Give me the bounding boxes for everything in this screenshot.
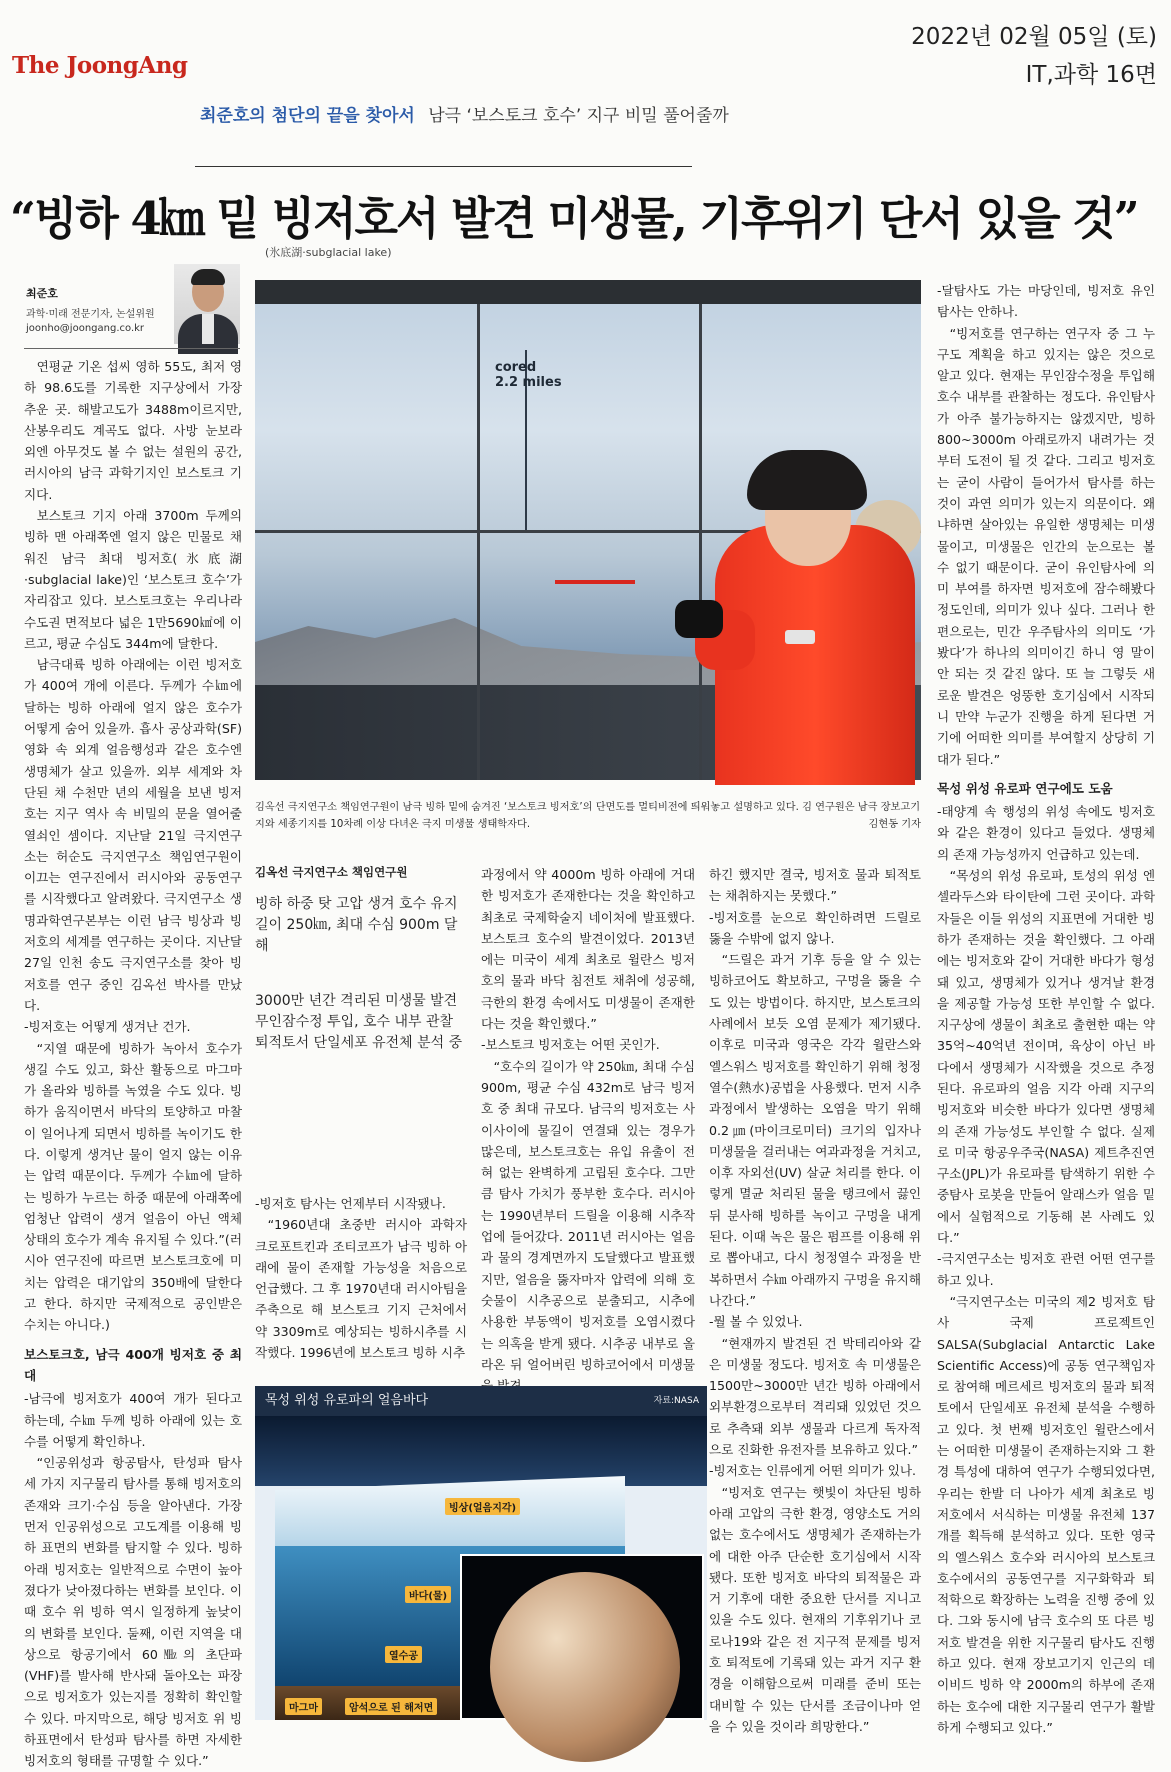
caption-text: 김옥선 극지연구소 책임연구원이 남극 빙하 밑에 숨겨진 ‘보스토크 빙저호’의 단면도를 멀티비전에 띄워놓고 설명하고 있다. 김 연구원은 남극 장보고기지와 세종기지를 10차례 이상 다녀온 극지 미생물 생태학자다.: [255, 802, 921, 830]
label-magma: 마그마: [285, 1698, 322, 1715]
answer: “극지연구소는 미국의 제2 빙저호 탐사 국제 프로젝트인 SALSA(Subglacial Antarctic Lake Scientific Access)에 공동 연구책임자로 참여해 메르세르 빙저호의 물과 퇴적토에서 단일세포 유전체 분석을 수행하고 있다. 첫 번째 빙저호인 윌란스에서는 어떠한 미생물이 존재하는지와 그 환경 특성에 대하여 연구가 수행되었다면, 우리는 한발 더 나아가 세계 최초로 빙저호에서 서식하는 미생물 유전체 137개를 획득해 분석하고 있다. 또한 영국의 엘스워스 호수와 러시아의 보스토크 호수에서의 공동연구를 지구화학과 퇴적학으로 확장하는 노력을 진행 중에 있다. 그와 동시에 남극 호수의 또 다른 빙저호 발견을 위한 지구물리 탐사도 진행하고 있다. 현재 장보고기지 인근의 데이비드 빙하 약 2000m의 하부에 존재하는 호수에 대한 지구물리 연구가 활발하게 수행되고 있다.”: [937, 1293, 1155, 1735]
question: -뭘 볼 수 있었나.: [709, 1314, 803, 1330]
publication-date: 2022년 02월 05일 (토): [911, 24, 1157, 50]
question: -보스토크 빙저호는 어떤 곳인가.: [481, 1037, 660, 1053]
series-title: 최준호의 첨단의 끝을 찾아서: [200, 106, 415, 126]
article-column-4: [709, 864, 921, 1737]
researcher-figure: [685, 440, 921, 780]
label-vent: 열수공: [385, 1646, 422, 1663]
label-seafloor: 암석으로 된 해저면: [345, 1698, 437, 1715]
question: -태양계 속 행성의 위성 속에도 빙저호와 같은 환경이 있다고 들었다. 생명체의 존재 가능성까지 언급하고 있는데.: [937, 804, 1155, 862]
europa-infographic: [255, 1386, 707, 1720]
label-ocean: 바다(물): [405, 1586, 451, 1603]
kicker-rule: [195, 166, 692, 167]
answer: “호수의 길이가 약 250㎞, 최대 수심 900m, 평균 수심 432m로 남극 빙저호 중 최대 규모다. 남극의 빙저호는 사이사이에 물길이 연결돼 있는 경우가 많은데, 보스토크호는 유입 유출이 전혀 없는 완벽하게 고립된 호수다. 그만큼 탐사 가치가 풍부한 호수다. 러시아는 1990년부터 드릴을 이용해 시추작업에 들어갔다. 2011년 러시아는 얼음과 물의 경계면까지 도달했다고 발표했지만, 얼음을 뚫자마자 압력에 의해 호숫물이 시추공으로 분출되고, 시추에 사용한 부동액이 빙저호를 오염시켰다는 의혹을 받게 됐다. 시추공 내부로 올라온 뒤 얼어버린 빙하코어에서 미생물: [481, 1058, 695, 1372]
europa-moon-icon: [490, 1572, 680, 1762]
answer: “현재까지 발견된 건 박테리아와 같은 미생물 정도다. 빙저호 속 미생물은 1500만~3000만 년간 빙하 아래에서 외부환경으로부터 격리돼 있었던 것으로 추측돼 외부 생물과 다르게 독자적으로 진화한 유전자를 보유하고 있다.”: [709, 1335, 921, 1458]
kicker: [200, 101, 729, 126]
article-column-3b: [481, 864, 695, 1396]
paragraph: 연평균 기온 섭씨 영하 55도, 최저 영하 98.6도를 기록한 지구상에서 가장 추운 곳. 해발고도가 3488m이르지만, 산봉우리도 계곡도 없다. 사방 눈보라 외엔 아무것도 볼 수 없는 설원의 공간, 러시아의 남극 과학기지인 보스토크 기지다.: [24, 359, 242, 502]
hanja-note: (氷底湖·subglacial lake): [265, 246, 392, 259]
question: -빙저호는 인류에게 어떤 의미가 있나.: [709, 1463, 917, 1479]
newspaper-logo: The JoongAng: [12, 52, 188, 79]
answer: “지열 때문에 빙하가 녹아서 호수가 생길 수도 있고, 화산 활동으로 마그마가 올라와 빙하를 녹였을 수도 있다. 빙하가 움직이면서 바닥의 토양하고 마찰이 일어나게 되면서 빙하를 녹이기도 한다. 이렇게 생겨난 물이 얼지 않는 이유는 압력 때문이다. 두께가 수㎞에 달하는 빙하가 누르는 하중 때문에 아래쪽에 엄청난 압력이 생겨 얼음이 아닌 액체 상태의 호수가 계속 유지될 수 있다.”(러시아 연구진에 따르면 보스토크호에 미치는 압력은 대기압의 350배에 달한다고 한다. 하지만 국제적으로 공인받은 수치는 아니다.): [24, 1040, 242, 1333]
article-column-1: [24, 356, 242, 1772]
question: -남극에 빙저호가 400여 개가 된다고 하는데, 수㎞ 두께 빙하 아래에 있는 호수를 어떻게 확인하나.: [24, 1391, 242, 1449]
question: -빙저호 탐사는 언제부터 시작됐나.: [255, 1196, 446, 1211]
paragraph: 보스토크 기지 아래 3700m 두께의 빙하 맨 아래쪽엔 얼지 않은 민물로 채워진 남극 최대 빙저호(氷底湖·subglacial lake)인 ‘보스토크 호수’가 자리잡고 있다. 보스토크호는 우리나라 수도권 면적보다 넓은 1만5690㎢에 이르고, 평균 수심도 344m에 달한다.: [24, 508, 242, 651]
byline-email: joonho@joongang.co.kr: [26, 323, 145, 334]
photo-caption: [255, 799, 921, 833]
section-subhead: 목성 위성 유로파 연구에도 도움: [937, 780, 1113, 796]
answer-continued: 과정에서 약 4000m 빙하 아래에 거대한 빙저호가 존재한다는 것을 확인하고 최초로 국제학술지 네이처에 발표했다. 보스토크 호수의 발견이었다. 2013년에는 미국이 세계 최초로 윌란스 빙저호의 물과 바닥 침전토 채취에 성공해, 극한의 환경 속에서도 미생물이 존재한다는 것을 확인했다.”: [481, 867, 695, 1032]
answer: “1960년대 초중반 러시아 과학자 크로포트킨과 조티코프가 남극 빙하 아래에 물이 존재할 가능성을 처음으로 언급했다. 그 후 1970년대 러시아팀을 주축으로 해 보스토크 기지 근처에서 약 3309m로 예상되는 빙하시추를 시작했다. 1996년에 보스토크 빙하 시추: [255, 1217, 467, 1361]
section-page: IT,과학 16면: [1025, 62, 1157, 88]
answer: “드릴은 과거 기후 등을 알 수 있는 빙하코어도 확보하고, 구멍을 뚫을 수도 있는 방법이다. 하지만, 보스토크의 사례에서 보듯 오염 문제가 제기됐다. 이후로 미국과 영국은 각각 윌란스와 엘스워스 빙저호를 확인하기 위해 청정 열수(熱水)공법을 사용했다. 먼저 시추과정에서 발생하는 오염을 막기 위해 0.2㎛(마이크로미터) 크기의 입자나 미생물을 걸러내는 여과과정을 거치고, 이후 자외선(UV) 살균 처리를 한다. 이렇게 멸균 처리된 물을 탱크에서 끓인 뒤 분사해 빙하를 녹이고 구멍을 내게 된다. 이때 녹은 물은 펌프를 이용해 위로 뽑아내고, 다시 청정열수 과정을 반복하면서 수㎞ 아래까지 구멍을 유지해 나간다.”: [709, 952, 921, 1308]
author-photo: [174, 264, 240, 344]
label-ice: 빙상(얼음지각): [445, 1498, 520, 1515]
core-label: cored 2.2 miles: [495, 360, 562, 390]
subhead-line: 빙하 하중 탓 고압 생겨 호수 유지 길이 250㎞, 최대 수심 900m 달해: [255, 896, 458, 954]
paragraph: 남극대륙 빙하 아래에는 이런 빙저호가 400여 개에 이른다. 두께가 수㎞에 달하는 빙하 아래에 얼지 않은 호수가 어떻게 숨어 있을까. 흡사 공상과학(SF) 영화 속 외계 얼음행성과 같은 호수엔 생명체가 살고 있을까. 외부 세계와 차단된 채 수천만 년의 세월을 보낸 빙저호는 지구 역사 속 비밀의 문을 열어줄 열쇠인 셈이다. 지난달 21일 극지연구소는 허순도 극지연구소 책임연구원이 이끄는 연구진에서 러시아와 공동연구를 시작했다고 알려왔다. 극지연구소 생명과학연구본부는 이런 남극 빙상과 빙저호의 세계를 연구하는 곳이다. 지난달 27일 인천 송도 극지연구소를 찾아 빙저호를 연구 중인 김옥선 박사를 만났다.: [24, 657, 242, 1013]
photo-credit: 김현동 기자: [868, 819, 921, 830]
question: -빙저호를 눈으로 확인하려면 드릴로 뚫을 수밖에 없지 않나.: [709, 909, 921, 946]
europa-moon-inset: [460, 1554, 704, 1720]
answer: “빙저호를 연구하는 연구자 중 그 누구도 계획을 하고 있지는 않은 것으로 알고 있다. 현재는 무인잠수정을 투입해 호수 내부를 관찰하는 정도다. 유인탐사가 아주 불가능하지는 않겠지만, 빙하 800~3000m 아래로까지 내려가는 것부터 도전이 될 것 같다. 그리고 빙저호는 굳이 사람이 들어가서 탐사를 하는 것이 과연 의미가 있는지 의문이다. 왜냐하면 살아있는 유일한 생명체는 미생물이고, 미생물은 인간의 눈으로는 볼 수 없기 때문이다. 굳이 유인탐사에 의미 부여를 하자면 빙저호에 잠수해봤다 정도인데, 의미가 있나 싶다. 그러나 한편으로는, 민간 우주탐사의 의미도 ‘가봤다’가 하나의 의미이긴 하니 영 말이 안 되는 것 같진 않다. 또 늘 그렇듯 새로운 발견은 엉뚱한 호기심에서 시작되니 만약 누군가 진행을 하게 된다면 거기에 어떠한 의미를 부여할지 상당히 기대가 된다.”: [937, 325, 1155, 767]
headline: “빙하 4㎞ 밑 빙저호서 발견 미생물, 기후위기 단서 있을 것”: [10, 192, 1138, 245]
answer-continued: 하긴 했지만 결국, 빙저호 물과 퇴적토는 채취하지는 못했다.”: [709, 867, 921, 904]
byline-rule: [24, 348, 240, 349]
infographic-source: 자료:NASA: [653, 1396, 699, 1406]
flow-arrow-icon: [555, 580, 635, 584]
kicker-topic: 남극 ‘보스토크 호수’ 지구 비밀 풀어줄까: [428, 106, 729, 126]
question: -극지연구소는 빙저호 관련 어떤 연구를 하고 있나.: [937, 1251, 1155, 1288]
answer: “목성의 위성 유로파, 토성의 위성 엔셀라두스와 타이탄에 그런 곳이다. 과학자들은 이들 위성의 지표면에 거대한 빙하가 존재하는 것을 확인했다. 그 아래에는 빙저호와 같이 거대한 바다가 형성돼 있고, 생명체가 있거나 생겨날 환경을 제공할 가능성 또한 부인할 수 없다. 지구상에 생물이 최초로 출현한 때는 약 35억~40억년 전이며, 육상이 아닌 바다에서 생명체가 시작했을 것으로 추정된다. 유로파의 얼음 지각 아래 지구의 빙저호와 비슷한 바다가 있다면 생명체의 존재 가능성도 부인할 수 없다. 실제로 미국 항공우주국(NASA) 제트추진연구소(JPL)가 유로파를 탐색하기 위한 수중탐사 로봇을 만들어 알래스카 얼음 밑에서 실험적으로 기동해 본 사례도 있다.”: [937, 868, 1155, 1246]
infographic-title: 목성 위성 유로파의 얼음바다 자료:NASA: [255, 1386, 707, 1416]
byline-title: 과학·미래 전문기자, 논설위원: [26, 309, 155, 320]
section-subhead: 보스토크호, 남극 400개 빙저호 중 최대: [24, 1346, 242, 1383]
interviewee-name: 김옥선 극지연구소 책임연구원: [255, 865, 408, 879]
subhead-line: 3000만 년간 격리된 미생물 발견 무인잠수정 투입, 호수 내부 관찰 퇴적토서 단일세포 유전체 분석 중: [255, 993, 463, 1051]
interviewee-box: [255, 864, 463, 1088]
article-column-5: [937, 280, 1155, 1738]
byline-name: 최준호: [26, 287, 58, 300]
question: -달탐사도 가는 마당인데, 빙저호 유인탐사는 안하나.: [937, 283, 1155, 320]
main-photo: [255, 280, 921, 780]
article-column-3: [255, 1193, 467, 1363]
answer: “인공위성과 항공탐사, 탄성파 탐사 세 가지 지구물리 탐사를 통해 빙저호의 존재와 크기·수심 등을 알아낸다. 가장 먼저 인공위성으로 고도계를 이용해 빙하 표면의 변화를 탐지할 수 있다. 빙하 아래 빙저호는 일반적으로 수면이 높아졌다가 낮아졌다하는 변화를 보인다. 이때 호수 위 빙하 역시 일정하게 높낮이의 변화를 보인다. 둘째, 이런 지역을 대상으로 항공기에서 60㎒의 초단파(VHF)를 발사해 반사돼 돌아오는 파장으로 빙저호가 있는지를 정확히 확인할 수 있다. 마지막으로, 해당 빙저호 위 빙하표면에서 탄성파 탐사를 하면 자세한 빙저호의 형태를 규명할 수 있다.”: [24, 1455, 242, 1769]
answer: “빙저호 연구는 햇빛이 차단된 빙하 아래 고압의 극한 환경, 영양소도 거의 없는 호수에서도 생명체가 존재하는가에 대한 아주 단순한 호기심에서 시작됐다. 또한 빙저호 바닥의 퇴적물은 과거 기후에 대한 중요한 단서를 지니고 있을 수도 있다. 현재의 기후위기나 코로나19와 같은 전 지구적 문제를 빙저호 퇴적토에 기록돼 있는 과거 지구 환경을 이해함으로써 미래를 준비 또는 대비할 수 있는 단서를 조금이나마 얻을 수 있을 것이라 희망한다.”: [709, 1484, 921, 1734]
question: -빙저호는 어떻게 생겨난 건가.: [24, 1019, 191, 1035]
